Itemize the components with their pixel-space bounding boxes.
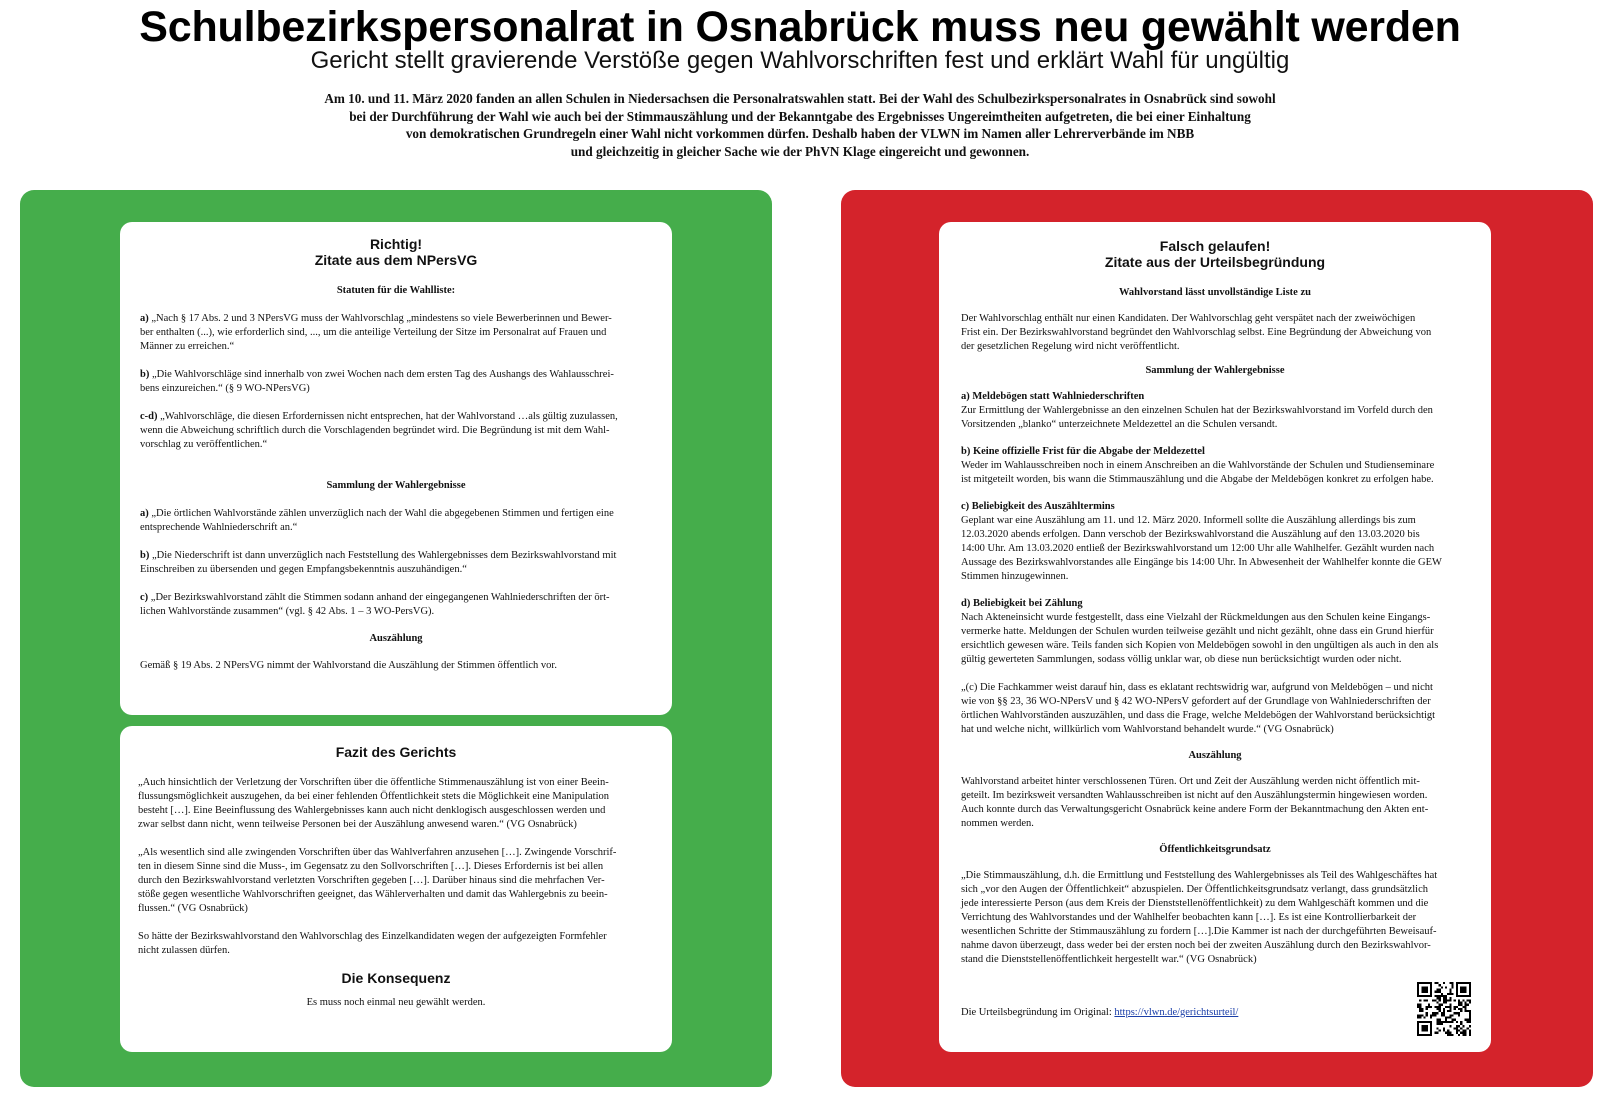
para-line: „Die Niederschrift ist dann unverzüglich nach Feststellung des Wahlergebnisses dem Bezirkswahlvorstand mit xyxy=(151,550,617,561)
section-heading-sammlung: Sammlung der Wahlergebnisse xyxy=(326,480,466,491)
para-line: der gesetzlichen Regelung wird nicht veröffentlicht. xyxy=(961,341,1180,352)
para-line: vermerke hatte. Meldungen der Schulen wurden teilweise gezählt und nicht gezählt, ohne dass ein Grund hierfür xyxy=(961,626,1434,637)
richtig-auszaehlung-text: Gemäß § 19 Abs. 2 NPersVG nimmt der Wahlvorstand die Auszählung der Stimmen öffentlich vor. xyxy=(140,660,557,671)
intro-line: Am 10. und 11. März 2020 fanden an allen Schulen in Niedersachsen die Personalratswahlen statt. Bei der Wahl des Schulbezirkspersonalrates in Osnabrück sind sowohl xyxy=(324,91,1276,106)
fazit-heading: Fazit des Gerichts xyxy=(335,744,457,760)
para-line: „(c) Die Fachkammer weist darauf hin, dass es eklatant rechtswidrig war, aufgrund von Meldebögen – und nicht xyxy=(961,682,1433,693)
para-line: Aussage des Bezirkswahlvorstandes alle Eingänge bis 14:00 Uhr. In Abwesenheit der Wahlhelfer konnte die GEW xyxy=(961,557,1442,568)
fazit-paragraph-2 xyxy=(138,846,654,916)
para-line: hat und welche nicht, willkürlich vom Wahlvorstand behandelt wurde.“ (VG Osnabrück) xyxy=(961,724,1334,735)
para-title: d) Beliebigkeit bei Zählung xyxy=(961,598,1083,609)
section-heading-liste: Wahlvorstand lässt unvollständige Liste zu xyxy=(1119,287,1311,298)
falsch-quote-paragraph xyxy=(961,681,1469,737)
page-title: Schulbezirkspersonalrat in Osnabrück muss neu gewählt werden xyxy=(139,3,1461,51)
para-line: So hätte der Bezirkswahlvorstand den Wahlvorschlag des Einzelkandidaten wegen der aufgezeigten Formfehler xyxy=(138,931,607,942)
para-line: jede interessierte Person (aus dem Kreis der Dienststellenöffentlichkeit) zu dem Wahlgeschäft kommen und die xyxy=(961,898,1429,909)
falsch-heading xyxy=(961,238,1469,270)
para-line: wenn die Abweichung schriftlich durch die Vorschlagenden begründet wird. Die Begründung ist mit dem Wahl- xyxy=(140,425,610,436)
richtig-heading xyxy=(140,236,652,268)
para-line: vorschlag zu veröffentlichen.“ xyxy=(140,439,268,450)
urteil-link[interactable]: https://vlwn.de/gerichtsurteil/ xyxy=(1114,1007,1239,1018)
para-title: b) Keine offizielle Frist für die Abgabe der Meldezettel xyxy=(961,446,1205,457)
para-line: durch den Bezirkswahlvorstand verletzten Vorschriften gegeben […]. Darüber hinaus sind die mehrfachen Ver- xyxy=(138,875,605,886)
falsch-b-paragraph xyxy=(961,445,1469,487)
para-title: a) Meldebögen statt Wahlniederschriften xyxy=(961,391,1145,402)
falsch-auszaehlung-paragraph xyxy=(961,775,1469,831)
para-line: Frist ein. Der Bezirkswahlvorstand begründet den Wahlvorschlag selbst. Eine Begründung der Abweichung von xyxy=(961,327,1432,338)
para-line: Stimmen hinzugewinnen. xyxy=(961,571,1069,582)
para-label: c-d) xyxy=(140,411,158,422)
richtig-heading-line-1: Richtig! xyxy=(369,236,423,252)
intro-line: bei der Durchführung der Wahl wie auch bei der Stimmauszählung und der Bekanntgabe des Ergebnisses Ungereimtheiten aufgetreten, die bei einer Einhaltung xyxy=(349,108,1251,124)
para-label: a) xyxy=(140,508,149,519)
qr-code-icon xyxy=(1417,982,1471,1036)
falsch-heading-line-1: Falsch gelaufen! xyxy=(1159,238,1271,254)
section-heading-auszaehlung: Auszählung xyxy=(1188,750,1242,761)
intro-line: und gleichzeitig in gleicher Sache wie der PhVN Klage eingereicht und gewonnen. xyxy=(570,143,1030,159)
richtig-b-paragraph xyxy=(140,368,652,396)
para-line: ersichtlich gewesen wäre. Teils fanden sich Kopien von Meldebögen sowohl in den ungültigen als auch in den als xyxy=(961,640,1439,651)
para-line: wesentlichen Schritte der Stimmauszählung zu fordern […].Die Kammer ist nach der durchgeführten Beweisauf- xyxy=(961,926,1437,937)
para-line: nommen werden. xyxy=(961,818,1034,829)
konsequenz-text: Es muss noch einmal neu gewählt werden. xyxy=(306,997,486,1008)
para-line: Vorsitzenden „blanko“ unterzeichnete Meldezettel an die Schulen versandt. xyxy=(961,419,1278,430)
falsch-c-paragraph xyxy=(961,500,1469,584)
para-line: gültig gewerteten Sammlungen, sodass völlig unklar war, ob diese nun berücksichtigt wurden oder nicht. xyxy=(961,654,1402,665)
para-label: c) xyxy=(140,592,149,603)
para-line: sich „vor den Augen der Öffentlichkeit“ abzuspielen. Der Öffentlichkeitsgrundsatz verlangt, dass grundsätzlich xyxy=(961,884,1429,895)
para-line: Zur Ermittlung der Wahlergebnisse an den einzelnen Schulen hat der Bezirkswahlvorstand im Vorfeld durch den xyxy=(961,405,1433,416)
konsequenz-heading: Die Konsequenz xyxy=(341,970,451,986)
para-line: „Die Stimmauszählung, d.h. die Ermittlung und Feststellung des Wahlergebnisses als Teil des Wahlgeschäftes hat xyxy=(961,870,1438,881)
para-line: Der Wahlvorschlag enthält nur einen Kandidaten. Der Wahlvorschlag geht verspätet nach der zweiwöchigen xyxy=(961,313,1416,324)
falsch-heading-line-2: Zitate aus der Urteilsbegründung xyxy=(1104,254,1326,270)
para-line: Wahlvorstand arbeitet hinter verschlossenen Türen. Ort und Zeit der Auszählung werden nicht öffentlich mit- xyxy=(961,776,1420,787)
para-line: „Die Wahlvorschläge sind innerhalb von zwei Wochen nach dem ersten Tag des Aushangs des Wahlausschrei- xyxy=(151,369,614,380)
para-line: bens einzureichen.“ (§ 9 WO-NPersVG) xyxy=(140,383,310,394)
richtig-heading-line-2: Zitate aus dem NPersVG xyxy=(314,252,478,268)
para-line: 14:00 Uhr. Am 13.03.2020 entließ der Bezirkswahlvorstand um 12:00 Uhr alle Wahlhelfer. Gezählt wurden nach xyxy=(961,543,1435,554)
falsch-card xyxy=(939,222,1491,1052)
para-line: Auch konnte durch das Verwaltungsgericht Osnabrück keine andere Form der Bekanntmachung den Akten ent- xyxy=(961,804,1429,815)
fazit-paragraph-1 xyxy=(138,776,654,832)
richtig-sammlung-c xyxy=(140,591,652,619)
para-line: ist mitgeteilt worden, bis wann die Stimmauszählung und die Abgabe der Meldebögen konkret zu erfolgen habe. xyxy=(961,474,1434,485)
para-line: Weder im Wahlausschreiben noch in einem Anschreiben an die Wahlvorstände der Schulen und Studienseminare xyxy=(961,460,1435,471)
para-line: entsprechende Wahlniederschrift an.“ xyxy=(140,522,298,533)
section-heading-oeffentlichkeit: Öffentlichkeitsgrundsatz xyxy=(1159,844,1271,855)
para-line: ten in diesem Sinne sind die Muss-, im Gegensatz zu den Sollvorschriften […]. Dieses Erfordernis ist bei allen xyxy=(138,861,604,872)
para-line: Geplant war eine Auszählung am 11. und 12. März 2020. Informell sollte die Auszählung allerdings bis zum xyxy=(961,515,1416,526)
falsch-oeffentlichkeit-paragraph xyxy=(961,869,1469,967)
richtig-a-paragraph xyxy=(140,312,652,354)
para-line: Nach Akteneinsicht wurde festgestellt, dass eine Vielzahl der Rückmeldungen aus den Schulen keine Eingangs- xyxy=(961,612,1431,623)
urteil-reference xyxy=(961,1006,1238,1020)
para-label: b) xyxy=(140,369,150,380)
para-line: „Der Bezirkswahlvorstand zählt die Stimmen sodann anhand der eingegangenen Wahlniederschriften der ört- xyxy=(150,592,610,603)
para-line: Männer zu erreichen.“ xyxy=(140,341,235,352)
fazit-card xyxy=(120,726,672,1052)
intro-text xyxy=(250,90,1350,160)
para-line: flussungsmöglichkeit auszugehen, da bei einer fehlenden Öffentlichkeit stets die Möglichkeit eine Manipulation xyxy=(138,791,610,802)
para-line: stand die Dienststellenöffentlichkeit hergestellt war.“ (VG Osnabrück) xyxy=(961,954,1257,965)
fazit-paragraph-3 xyxy=(138,930,654,958)
para-line: „Als wesentlich sind alle zwingenden Vorschriften über das Wahlverfahren anzusehen […]. Zwingende Vorschrif- xyxy=(138,847,617,858)
para-title: c) Beliebigkeit des Auszähltermins xyxy=(961,501,1115,512)
para-line: wie von §§ 23, 36 WO-NPersV und § 42 WO-NPersV gefordert auf der Grundlage von Wahlniederschriften der xyxy=(961,696,1431,707)
page-subtitle: Gericht stellt gravierende Verstöße gegen Wahlvorschriften fest und erklärt Wahl für ungültig xyxy=(310,47,1290,74)
section-heading-sammlung: Sammlung der Wahlergebnisse xyxy=(1145,365,1285,376)
urteil-prefix: Die Urteilsbegründung im Original: xyxy=(961,1007,1115,1018)
para-line: 12.03.2020 abends erfolgen. Dann verschob der Bezirkswahlvorstand die Auszählung auf den 13.03.2020 bis xyxy=(961,529,1420,540)
para-line: „Nach § 17 Abs. 2 und 3 NPersVG muss der Wahlvorschlag „mindestens so viele Bewerberinnen und Bewer- xyxy=(151,313,612,324)
para-line: stöße gegen wesentliche Wahlvorschriften geeignet, das Wählerverhalten und damit das Wahlergebnis zu beein- xyxy=(138,889,608,900)
richtig-sammlung-b xyxy=(140,549,652,577)
para-line: örtlichen Wahlvorständen auszuzählen, und dass die Frage, welche Meldebögen der Wahlvorstand berücksichtigt xyxy=(961,710,1436,721)
richtig-cd-paragraph xyxy=(140,410,652,452)
para-line: zwar selbst dann nicht, wenn teilweise Personen bei der Auszählung anwesend waren.“ (VG Osnabrück) xyxy=(138,819,577,830)
para-line: Verrichtung des Wahlvorstandes und der Wahlhelfer beobachten kann […]. Es ist eine Kontrollierbarkeit der xyxy=(961,912,1417,923)
para-line: „Auch hinsichtlich der Verletzung der Vorschriften über die öffentliche Stimmenauszählung ist von einer Beein- xyxy=(138,777,609,788)
para-label: b) xyxy=(140,550,150,561)
para-line: besteht […]. Eine Beeinflussung des Wahlergebnisses kann auch nicht denklogisch ausgeschlossen werden und xyxy=(138,805,606,816)
para-line: flussen.“ (VG Osnabrück) xyxy=(138,903,248,914)
falsch-d-paragraph xyxy=(961,597,1469,667)
para-label: a) xyxy=(140,313,149,324)
section-heading-statuten: Statuten für die Wahlliste: xyxy=(336,285,456,296)
section-heading-auszaehlung: Auszählung xyxy=(369,633,423,644)
para-line: lichen Wahlvorstände zusammen“ (vgl. § 42 Abs. 1 – 3 WO-PersVG). xyxy=(140,606,435,617)
falsch-a-paragraph xyxy=(961,390,1469,432)
para-line: Einschreiben zu übersenden und gegen Empfangsbekenntnis auszuhändigen.“ xyxy=(140,564,467,575)
richtig-card xyxy=(120,222,672,715)
para-line: geteilt. Im bezirksweit versandten Wahlausschreiben ist nicht auf den Auszählungstermin hingewiesen worden. xyxy=(961,790,1428,801)
falsch-liste-paragraph xyxy=(961,312,1469,354)
para-line: „Die örtlichen Wahlvorstände zählen unverzüglich nach der Wahl die abgegebenen Stimmen und fertigen eine xyxy=(151,508,614,519)
para-line: ber enthalten (...), wie erforderlich sind, ..., um die anteilige Verteilung der Sitze im Personalrat auf Frauen und xyxy=(140,327,607,338)
intro-line: von demokratischen Grundregeln einer Wahl nicht vorkommen dürfen. Deshalb haben der VLWN im Namen aller Lehrerverbände im NBB xyxy=(405,126,1195,141)
para-line: nahme davon überzeugt, dass weder bei der ersten noch bei der zweiten Auszählung durch den Bezirkswahlvor- xyxy=(961,940,1431,951)
para-line: „Wahlvorschläge, die diesen Erfordernissen nicht entsprechen, hat der Wahlvorstand …als gültig zuzulassen, xyxy=(160,411,618,422)
para-line: nicht zulassen dürfen. xyxy=(138,945,230,956)
richtig-sammlung-a xyxy=(140,507,652,535)
